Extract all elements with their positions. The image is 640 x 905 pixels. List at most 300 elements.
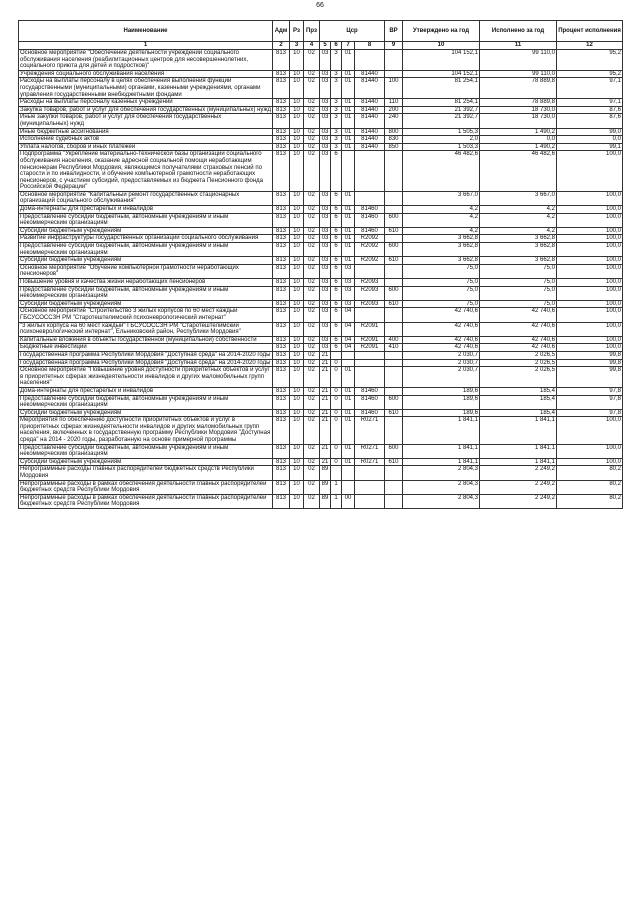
row-done: 1 490,2	[480, 143, 557, 151]
row-csr-4: 81440	[355, 70, 385, 78]
row-csr-1: 03	[320, 106, 331, 114]
row-pct: 100,0	[557, 300, 623, 308]
row-prz: 02	[304, 50, 320, 71]
row-csr-1: 03	[320, 78, 331, 99]
row-adm: 813	[273, 227, 290, 235]
row-csr-1: 03	[320, 70, 331, 78]
row-csr-3: 01	[342, 99, 355, 107]
row-vr: 850	[385, 143, 403, 151]
row-name: Предоставление субсидий бюджетным, автономным учреждениям и иным некоммерческим организациям	[19, 444, 273, 458]
row-csr-4: R2091	[355, 336, 385, 344]
row-csr-3	[342, 359, 355, 367]
row-csr-1: 03	[320, 308, 331, 322]
row-csr-4	[355, 191, 385, 205]
header-name: Наименование	[19, 21, 273, 42]
row-vr	[385, 70, 403, 78]
row-done: 4,2	[480, 206, 557, 214]
row-adm: 813	[273, 78, 290, 99]
row-vr: 100	[385, 78, 403, 99]
row-name: Предоставление субсидий бюджетным, автономным учреждениям и иным некоммерческим организациям	[19, 286, 273, 300]
row-plan: 1 841,1	[403, 458, 480, 466]
row-csr-4	[355, 151, 385, 192]
row-prz: 02	[304, 458, 320, 466]
row-rz: 10	[290, 417, 304, 444]
row-vr: 610	[385, 300, 403, 308]
column-number: 9	[385, 42, 403, 50]
row-done: 75,0	[480, 264, 557, 278]
row-rz: 10	[290, 359, 304, 367]
row-rz: 10	[290, 213, 304, 227]
row-prz: 02	[304, 367, 320, 388]
row-name: Непрограммные расходы в рамках обеспечения деятельности главных распорядителей бюджетных средств Республики Мордовия	[19, 494, 273, 508]
row-done: 2 249,2	[480, 480, 557, 494]
row-csr-2: 0	[331, 444, 342, 458]
row-vr: 110	[385, 99, 403, 107]
row-csr-2: 3	[331, 50, 342, 71]
header-csr: Цср	[320, 21, 385, 42]
row-csr-4: 81460	[355, 409, 385, 417]
row-plan: 75,0	[403, 300, 480, 308]
row-csr-2: 6	[331, 279, 342, 287]
row-csr-4: R2092	[355, 243, 385, 257]
column-number: 3	[290, 42, 304, 50]
row-csr-1: 03	[320, 50, 331, 71]
row-done: 99 110,0	[480, 50, 557, 71]
row-prz: 02	[304, 308, 320, 322]
row-plan: 21 392,7	[403, 106, 480, 114]
row-done: 0,0	[480, 136, 557, 144]
row-adm: 813	[273, 351, 290, 359]
row-name: Непрограммные расходы в рамках обеспечения деятельности главных распорядителей бюджетных средств Республики Мордовия	[19, 480, 273, 494]
row-csr-3: 01	[342, 417, 355, 444]
row-csr-3: 01	[342, 367, 355, 388]
row-adm: 813	[273, 114, 290, 128]
row-csr-3: 00	[342, 494, 355, 508]
row-pct: 87,6	[557, 114, 623, 128]
row-plan: 2 030,7	[403, 351, 480, 359]
table-row	[19, 417, 623, 444]
row-csr-1: 03	[320, 336, 331, 344]
row-prz: 02	[304, 243, 320, 257]
row-prz: 02	[304, 264, 320, 278]
row-adm: 813	[273, 444, 290, 458]
row-csr-4: R0271	[355, 444, 385, 458]
row-rz: 10	[290, 409, 304, 417]
row-adm: 813	[273, 480, 290, 494]
row-adm: 813	[273, 243, 290, 257]
row-pct: 100,0	[557, 213, 623, 227]
row-csr-1: 03	[320, 99, 331, 107]
row-adm: 813	[273, 466, 290, 480]
header-vr: ВР	[385, 21, 403, 42]
row-pct: 100,0	[557, 191, 623, 205]
row-rz: 10	[290, 136, 304, 144]
row-csr-2: 3	[331, 106, 342, 114]
row-csr-2: 6	[331, 243, 342, 257]
row-done: 18 730,0	[480, 106, 557, 114]
row-name: Учреждения социального обслуживания населения	[19, 70, 273, 78]
row-csr-3: 01	[342, 136, 355, 144]
row-csr-3: 01	[342, 387, 355, 395]
row-rz: 10	[290, 367, 304, 388]
row-rz: 10	[290, 50, 304, 71]
row-name: Основное мероприятие "Капитальный ремонт государственных стационарных организаций социального обслуживания"	[19, 191, 273, 205]
row-csr-3: 04	[342, 322, 355, 336]
row-csr-1: 03	[320, 264, 331, 278]
table-row	[19, 300, 623, 308]
row-name: Уплата налогов, сборов и иных платежей	[19, 143, 273, 151]
row-vr: 610	[385, 227, 403, 235]
row-prz: 02	[304, 286, 320, 300]
row-csr-1: 21	[320, 458, 331, 466]
row-vr	[385, 50, 403, 71]
row-csr-3: 03	[342, 300, 355, 308]
row-plan: 2 030,7	[403, 359, 480, 367]
row-csr-3: 01	[342, 213, 355, 227]
row-name: Основное мероприятие "Повышение уровня доступности приоритетных объектов и услуг в приоритетных сферах жизнедеятельности инвалидов и других маломобильных групп населения"	[19, 367, 273, 388]
row-vr	[385, 466, 403, 480]
row-done: 3 662,8	[480, 243, 557, 257]
row-csr-2: 6	[331, 235, 342, 243]
row-csr-1: 03	[320, 286, 331, 300]
row-vr	[385, 151, 403, 192]
row-pct: 99,8	[557, 359, 623, 367]
row-csr-3	[342, 466, 355, 480]
row-csr-1: 03	[320, 151, 331, 192]
row-csr-3: 01	[342, 128, 355, 136]
row-csr-3: 01	[342, 191, 355, 205]
row-adm: 813	[273, 99, 290, 107]
row-rz: 10	[290, 227, 304, 235]
row-vr	[385, 191, 403, 205]
row-vr: 400	[385, 336, 403, 344]
row-rz: 10	[290, 206, 304, 214]
row-csr-3	[342, 151, 355, 192]
row-csr-4	[355, 367, 385, 388]
row-prz: 02	[304, 409, 320, 417]
row-pct: 99,8	[557, 351, 623, 359]
row-vr: 600	[385, 243, 403, 257]
row-csr-3: 01	[342, 70, 355, 78]
header-plan: Утверждено на год	[403, 21, 480, 42]
table-row	[19, 359, 623, 367]
row-csr-4: 81460	[355, 206, 385, 214]
row-pct: 80,2	[557, 494, 623, 508]
row-plan: 189,6	[403, 395, 480, 409]
row-csr-4	[355, 359, 385, 367]
row-name: Иные бюджетные ассигнования	[19, 128, 273, 136]
row-name: Субсидии бюджетным учреждениям	[19, 458, 273, 466]
row-csr-2: 3	[331, 70, 342, 78]
row-csr-2: 1	[331, 480, 342, 494]
row-done: 75,0	[480, 300, 557, 308]
row-csr-3: 01	[342, 206, 355, 214]
row-vr	[385, 279, 403, 287]
table-row	[19, 444, 623, 458]
row-name: Основное мероприятие "Обеспечение деятельности учреждений социального обслуживания населения (реабилитационных центров для несовершеннолетних, социального приюта для детей и подростков)"	[19, 50, 273, 71]
row-plan: 3 662,8	[403, 257, 480, 265]
row-csr-3: 03	[342, 279, 355, 287]
row-csr-1: 03	[320, 344, 331, 352]
row-plan: 46 482,6	[403, 151, 480, 192]
row-prz: 02	[304, 235, 320, 243]
row-name: Субсидии бюджетным учреждениям	[19, 409, 273, 417]
column-number: 8	[355, 42, 385, 50]
row-pct: 100,0	[557, 257, 623, 265]
row-done: 1 841,1	[480, 444, 557, 458]
row-done: 2 026,5	[480, 351, 557, 359]
row-rz: 10	[290, 106, 304, 114]
row-vr: 600	[385, 444, 403, 458]
row-adm: 813	[273, 136, 290, 144]
row-plan: 21 392,7	[403, 114, 480, 128]
row-csr-1: 21	[320, 387, 331, 395]
row-done: 78 889,8	[480, 78, 557, 99]
row-name: "3 жилых корпуса на 60 мест каждый" ГБСУСОССЗН РМ "Старотештелимский психоневрологический интернат", Ельниковский район, Республики Мордовия"	[19, 322, 273, 336]
row-plan: 81 254,1	[403, 78, 480, 99]
column-number: 7	[342, 42, 355, 50]
row-adm: 813	[273, 308, 290, 322]
row-plan: 1 505,3	[403, 128, 480, 136]
row-vr: 610	[385, 458, 403, 466]
row-csr-4	[355, 50, 385, 71]
row-csr-1: 03	[320, 191, 331, 205]
row-plan: 4,2	[403, 213, 480, 227]
row-plan: 1 503,3	[403, 143, 480, 151]
table-row	[19, 409, 623, 417]
row-vr: 600	[385, 395, 403, 409]
row-name: Бюджетные инвестиции	[19, 344, 273, 352]
row-name: Субсидии бюджетным учреждениям	[19, 300, 273, 308]
row-pct: 97,8	[557, 387, 623, 395]
row-vr: 410	[385, 344, 403, 352]
row-rz: 10	[290, 344, 304, 352]
row-rz: 10	[290, 264, 304, 278]
row-plan: 1 841,1	[403, 417, 480, 444]
row-rz: 10	[290, 151, 304, 192]
row-name: Расходы на выплаты персоналу казенных учреждений	[19, 99, 273, 107]
row-name: Расходы на выплаты персоналу в целях обеспечения выполнения функций государственными (муниципальными) органами, казенными учреждениями, органами управления государственными внебюджетными фондами	[19, 78, 273, 99]
row-rz: 10	[290, 99, 304, 107]
row-name: Капитальные вложения в объекты государственной (муниципальной) собственности	[19, 336, 273, 344]
row-done: 3 662,8	[480, 235, 557, 243]
row-csr-4: 81440	[355, 128, 385, 136]
row-pct: 97,1	[557, 99, 623, 107]
row-plan: 2 030,7	[403, 367, 480, 388]
row-name: Государственная программа Республики Мордовия "Доступная среда" на 2014-2020 годы	[19, 351, 273, 359]
row-csr-2: 0	[331, 458, 342, 466]
row-vr: 830	[385, 136, 403, 144]
table-row	[19, 494, 623, 508]
row-adm: 813	[273, 300, 290, 308]
row-done: 78 889,8	[480, 99, 557, 107]
row-rz: 10	[290, 143, 304, 151]
row-done: 75,0	[480, 279, 557, 287]
row-name: Предоставление субсидий бюджетным, автономным учреждениям и иным некоммерческим организациям	[19, 213, 273, 227]
row-plan: 2 804,3	[403, 480, 480, 494]
row-csr-3: 01	[342, 50, 355, 71]
row-csr-3: 03	[342, 286, 355, 300]
row-prz: 02	[304, 227, 320, 235]
row-plan: 81 254,1	[403, 99, 480, 107]
row-plan: 42 740,6	[403, 336, 480, 344]
row-name: Субсидии бюджетным учреждениям	[19, 257, 273, 265]
table-row	[19, 480, 623, 494]
row-adm: 813	[273, 257, 290, 265]
row-csr-1: 03	[320, 213, 331, 227]
header-rz: Рз	[290, 21, 304, 42]
row-prz: 02	[304, 128, 320, 136]
row-vr	[385, 308, 403, 322]
row-csr-3	[342, 351, 355, 359]
row-csr-2: 3	[331, 78, 342, 99]
row-plan: 3 667,0	[403, 191, 480, 205]
row-done: 1 841,1	[480, 417, 557, 444]
row-csr-4: R0271	[355, 417, 385, 444]
row-csr-1: 21	[320, 444, 331, 458]
row-prz: 02	[304, 70, 320, 78]
row-done: 42 740,6	[480, 322, 557, 336]
row-plan: 42 740,6	[403, 344, 480, 352]
row-rz: 10	[290, 480, 304, 494]
row-csr-4	[355, 351, 385, 359]
row-vr: 610	[385, 257, 403, 265]
row-pct: 100,0	[557, 286, 623, 300]
row-csr-4: 81440	[355, 99, 385, 107]
row-done: 3 667,0	[480, 191, 557, 205]
row-vr: 610	[385, 409, 403, 417]
row-csr-4: R2092	[355, 257, 385, 265]
row-csr-3: 04	[342, 344, 355, 352]
table-row	[19, 257, 623, 265]
row-pct: 97,8	[557, 395, 623, 409]
header-prz: Прз	[304, 21, 320, 42]
row-rz: 10	[290, 444, 304, 458]
column-number: 6	[331, 42, 342, 50]
row-vr	[385, 417, 403, 444]
row-csr-4: 81440	[355, 106, 385, 114]
row-plan: 42 740,6	[403, 322, 480, 336]
row-prz: 02	[304, 136, 320, 144]
row-adm: 813	[273, 395, 290, 409]
row-csr-1: 21	[320, 417, 331, 444]
row-plan: 189,6	[403, 387, 480, 395]
row-plan: 3 662,8	[403, 243, 480, 257]
row-csr-4: 81460	[355, 395, 385, 409]
row-csr-3	[342, 480, 355, 494]
row-pct: 100,0	[557, 227, 623, 235]
row-done: 4,2	[480, 213, 557, 227]
table-row	[19, 458, 623, 466]
row-adm: 813	[273, 344, 290, 352]
row-csr-2: 1	[331, 494, 342, 508]
row-prz: 02	[304, 143, 320, 151]
row-vr: 600	[385, 286, 403, 300]
row-adm: 813	[273, 279, 290, 287]
row-plan: 4,2	[403, 227, 480, 235]
row-csr-2: 6	[331, 191, 342, 205]
row-vr	[385, 494, 403, 508]
row-name: Предоставление субсидий бюджетным, автономным учреждениям и иным некоммерческим организациям	[19, 243, 273, 257]
row-plan: 1 841,1	[403, 444, 480, 458]
row-name: Повышение уровня и качества жизни неработающих пенсионеров	[19, 279, 273, 287]
row-pct: 97,8	[557, 409, 623, 417]
table-row	[19, 50, 623, 71]
table-row	[19, 99, 623, 107]
row-csr-1: 03	[320, 136, 331, 144]
row-csr-4	[355, 480, 385, 494]
row-csr-1: 89	[320, 466, 331, 480]
row-done: 42 740,6	[480, 308, 557, 322]
row-csr-1: 21	[320, 351, 331, 359]
row-vr	[385, 264, 403, 278]
row-csr-2: 6	[331, 286, 342, 300]
row-csr-4	[355, 264, 385, 278]
table-row	[19, 206, 623, 214]
row-pct: 95,2	[557, 70, 623, 78]
row-done: 1 841,1	[480, 458, 557, 466]
row-adm: 813	[273, 213, 290, 227]
row-pct: 87,6	[557, 106, 623, 114]
row-csr-4: R2093	[355, 300, 385, 308]
row-csr-1: 89	[320, 494, 331, 508]
row-csr-1: 21	[320, 359, 331, 367]
row-plan: 104 152,1	[403, 70, 480, 78]
row-csr-2: 0	[331, 417, 342, 444]
row-rz: 10	[290, 466, 304, 480]
row-prz: 02	[304, 78, 320, 99]
row-done: 185,4	[480, 395, 557, 409]
row-done: 3 662,8	[480, 257, 557, 265]
row-name: Развитие инфраструктуры государственных организаций социального обслуживания	[19, 235, 273, 243]
row-done: 2 249,2	[480, 494, 557, 508]
row-done: 2 026,5	[480, 367, 557, 388]
row-csr-3: 01	[342, 78, 355, 99]
row-prz: 02	[304, 206, 320, 214]
row-csr-1: 03	[320, 322, 331, 336]
row-rz: 10	[290, 458, 304, 466]
row-csr-4: R2091	[355, 322, 385, 336]
row-adm: 813	[273, 367, 290, 388]
row-prz: 02	[304, 344, 320, 352]
row-name: Субсидии бюджетным учреждениям	[19, 227, 273, 235]
row-csr-3: 01	[342, 106, 355, 114]
row-csr-3: 03	[342, 264, 355, 278]
row-pct: 99,8	[557, 367, 623, 388]
row-csr-2: 6	[331, 264, 342, 278]
row-csr-1: 03	[320, 206, 331, 214]
row-plan: 75,0	[403, 286, 480, 300]
row-pct: 100,0	[557, 264, 623, 278]
table-row	[19, 191, 623, 205]
row-done: 185,4	[480, 409, 557, 417]
row-csr-4	[355, 494, 385, 508]
row-name: Закупка товаров, работ и услуг для обеспечения государственных (муниципальных) нужд	[20, 106, 271, 113]
header-adm: Адм	[273, 21, 290, 42]
table-row	[19, 264, 623, 278]
row-csr-1: 03	[320, 279, 331, 287]
table-row	[19, 106, 623, 114]
row-pct: 0,0	[557, 136, 623, 144]
row-plan: 42 740,6	[403, 308, 480, 322]
row-prz: 02	[304, 151, 320, 192]
column-number: 12	[557, 42, 623, 50]
row-done: 42 740,6	[480, 336, 557, 344]
table-row	[19, 395, 623, 409]
row-done: 18 730,0	[480, 114, 557, 128]
table-row	[19, 114, 623, 128]
row-done: 4,2	[480, 227, 557, 235]
